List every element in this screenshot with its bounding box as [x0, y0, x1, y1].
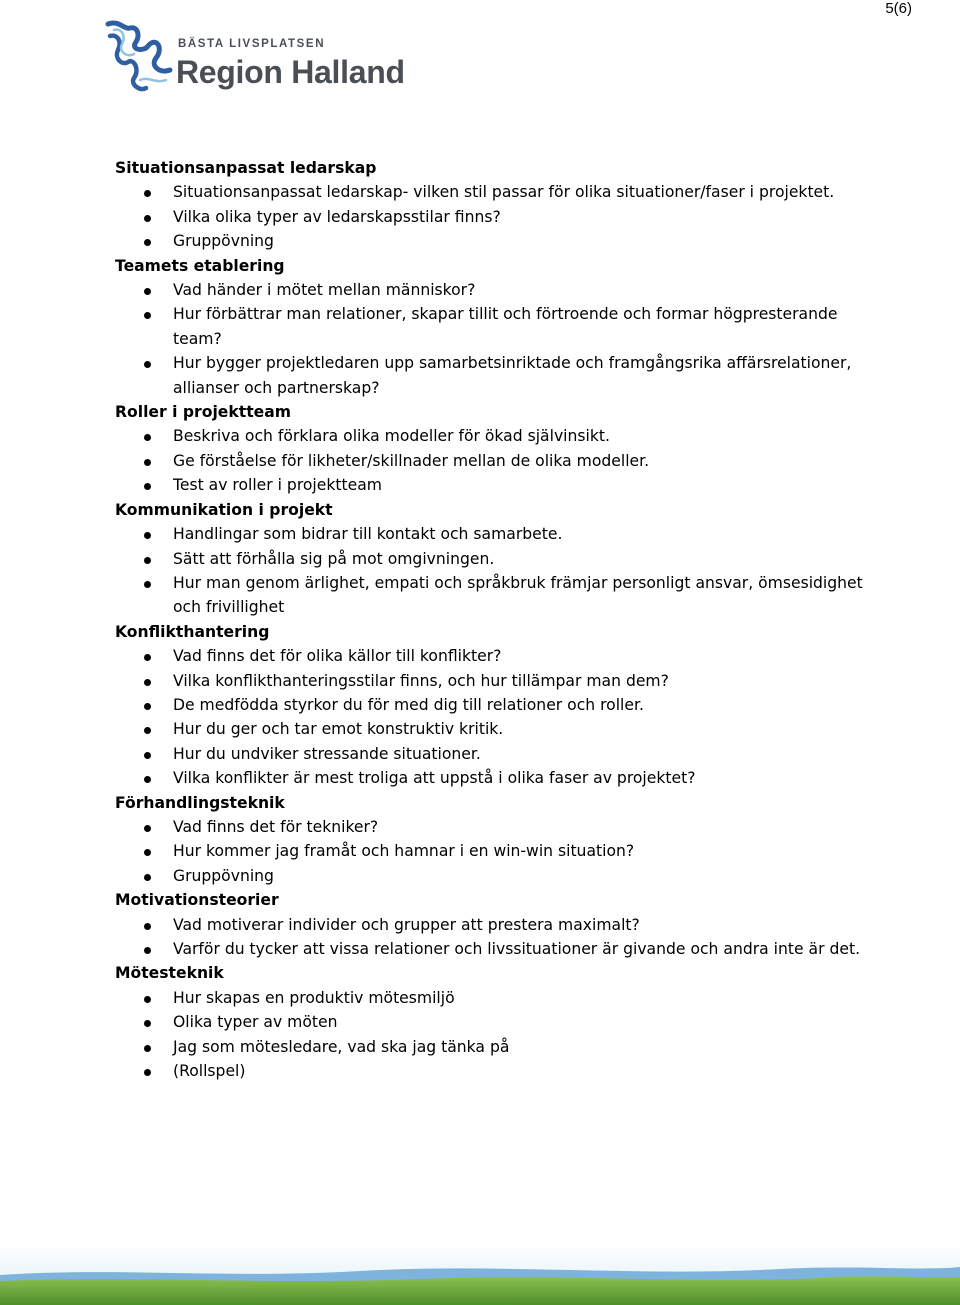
list-item-text: Hur du undviker stressande situationer. [173, 744, 481, 763]
list-item-text: Situationsanpassat ledarskap- vilken stil passar för olika situationer/faser i projektet. [173, 183, 835, 202]
footer-landscape-banner [0, 1245, 960, 1305]
bullet-icon [144, 776, 151, 783]
bullet-icon [144, 434, 151, 441]
list-item-text: Varför du tycker att vissa relationer och livssituationer är givande och andra inte är det. [173, 940, 861, 958]
list-item [115, 693, 885, 717]
section-heading: Roller i projektteam [115, 403, 291, 422]
bullet-list [115, 815, 885, 888]
list-item-text: Vad motiverar individer och grupper att prestera maximalt? [173, 915, 640, 934]
list-item [115, 815, 885, 839]
section-heading: Förhandlingsteknik [115, 793, 285, 812]
list-item [115, 669, 885, 693]
list-item [115, 1035, 885, 1059]
list-item-text: Hur kommer jag framåt och hamnar i en win-win situation? [173, 842, 635, 861]
bullet-list [115, 278, 885, 400]
bullet-icon [144, 849, 151, 856]
list-item [115, 278, 885, 302]
bullet-icon [144, 459, 151, 466]
list-item-text: Hur man genom ärlighet, empati och språkbruk främjar personligt ansvar, ömsesidighet och frivillighet [173, 573, 863, 617]
section-heading: Situationsanpassat ledarskap [115, 159, 377, 177]
bullet-icon [144, 1069, 151, 1076]
list-item [115, 913, 885, 937]
list-item [115, 205, 885, 229]
list-item [115, 229, 885, 253]
list-item [115, 1059, 885, 1083]
bullet-list [115, 522, 885, 620]
bullet-icon [144, 874, 151, 881]
list-item [115, 302, 885, 351]
bullet-list [115, 424, 885, 497]
bullet-icon [144, 947, 151, 954]
list-item [115, 864, 885, 888]
bullet-icon [144, 1020, 151, 1027]
list-item-text: Beskriva och förklara olika modeller för ökad självinsikt. [173, 427, 610, 446]
river-icon [100, 18, 180, 98]
section [115, 888, 885, 961]
section [115, 498, 885, 620]
list-item-text: Vilka olika typer av ledarskapsstilar finns? [173, 207, 501, 226]
bullet-icon [144, 312, 151, 319]
list-item-text: Vad händer i mötet mellan människor? [173, 281, 476, 300]
list-item [115, 717, 885, 741]
list-item-text: Jag som mötesledare, vad ska jag tänka på [173, 1037, 510, 1056]
bullet-list [115, 913, 885, 962]
list-item [115, 644, 885, 668]
list-item-text: Hur förbättrar man relationer, skapar tillit och förtroende och formar högpresterande team? [173, 305, 838, 348]
bullet-icon [144, 532, 151, 539]
bullet-icon [144, 727, 151, 734]
bullet-icon [144, 288, 151, 295]
list-item-text: Gruppövning [173, 866, 274, 885]
list-item [115, 766, 885, 790]
list-item [115, 839, 885, 863]
section [115, 156, 885, 254]
list-item-text: (Rollspel) [173, 1062, 246, 1081]
bullet-icon [144, 654, 151, 661]
list-item-text: Hur du ger och tar emot konstruktiv kritik. [173, 720, 504, 739]
bullet-icon [144, 361, 151, 368]
bullet-icon [144, 825, 151, 832]
section-heading: Konflikthantering [115, 622, 270, 641]
list-item-text: De medfödda styrkor du för med dig till relationer och roller. [173, 695, 644, 714]
list-item-text: Test av roller i projektteam [173, 476, 382, 495]
list-item-text: Hur bygger projektledaren upp samarbetsinriktade och framgångsrika affärsrelationer, allianser och partnerskap? [173, 354, 852, 397]
section-heading: Kommunikation i projekt [115, 500, 333, 519]
list-item-text: Ge förståelse för likheter/skillnader mellan de olika modeller. [173, 451, 650, 470]
list-item [115, 180, 885, 204]
bullet-icon [144, 752, 151, 759]
section [115, 620, 885, 791]
section [115, 254, 885, 400]
logo-name: Region Halland [176, 54, 405, 90]
bullet-icon [144, 581, 151, 588]
bullet-icon [144, 215, 151, 222]
list-item-text: Gruppövning [173, 232, 274, 251]
bullet-icon [144, 1045, 151, 1052]
list-item [115, 522, 885, 546]
list-item [115, 937, 885, 961]
list-item-text: Handlingar som bidrar till kontakt och samarbete. [173, 525, 563, 544]
list-item [115, 351, 885, 400]
bullet-icon [144, 703, 151, 710]
list-item [115, 473, 885, 497]
bullet-icon [144, 190, 151, 197]
region-halland-logo [100, 18, 420, 98]
bullet-icon [144, 996, 151, 1003]
list-item-text: Vad finns det för olika källor till konflikter? [173, 647, 502, 666]
list-item [115, 424, 885, 448]
bullet-icon [144, 679, 151, 686]
list-item-text: Vilka konflikter är mest troliga att uppstå i olika faser av projektet? [173, 769, 696, 788]
bullet-icon [144, 923, 151, 930]
list-item-text: Sätt att förhålla sig på mot omgivningen. [173, 549, 495, 568]
list-item-text: Olika typer av möten [173, 1013, 338, 1032]
list-item [115, 1010, 885, 1034]
list-item-text: Hur skapas en produktiv mötesmiljö [173, 988, 455, 1007]
bullet-list [115, 986, 885, 1084]
document-body [115, 156, 885, 1083]
list-item [115, 571, 885, 620]
bullet-list [115, 180, 885, 253]
bullet-icon [144, 557, 151, 564]
list-item [115, 547, 885, 571]
section [115, 791, 885, 889]
section-heading: Motivationsteorier [115, 891, 279, 910]
list-item [115, 742, 885, 766]
section [115, 961, 885, 1083]
section-heading: Teamets etablering [115, 256, 285, 275]
list-item [115, 449, 885, 473]
section-heading: Mötesteknik [115, 964, 224, 983]
section [115, 400, 885, 498]
bullet-icon [144, 483, 151, 490]
page-number: 5(6) [885, 0, 912, 17]
logo-tagline: BÄSTA LIVSPLATSEN [178, 38, 326, 50]
list-item [115, 986, 885, 1010]
list-item-text: Vilka konflikthanteringsstilar finns, och hur tillämpar man dem? [173, 671, 669, 690]
list-item-text: Vad finns det för tekniker? [173, 817, 379, 836]
bullet-icon [144, 239, 151, 246]
bullet-list [115, 644, 885, 790]
